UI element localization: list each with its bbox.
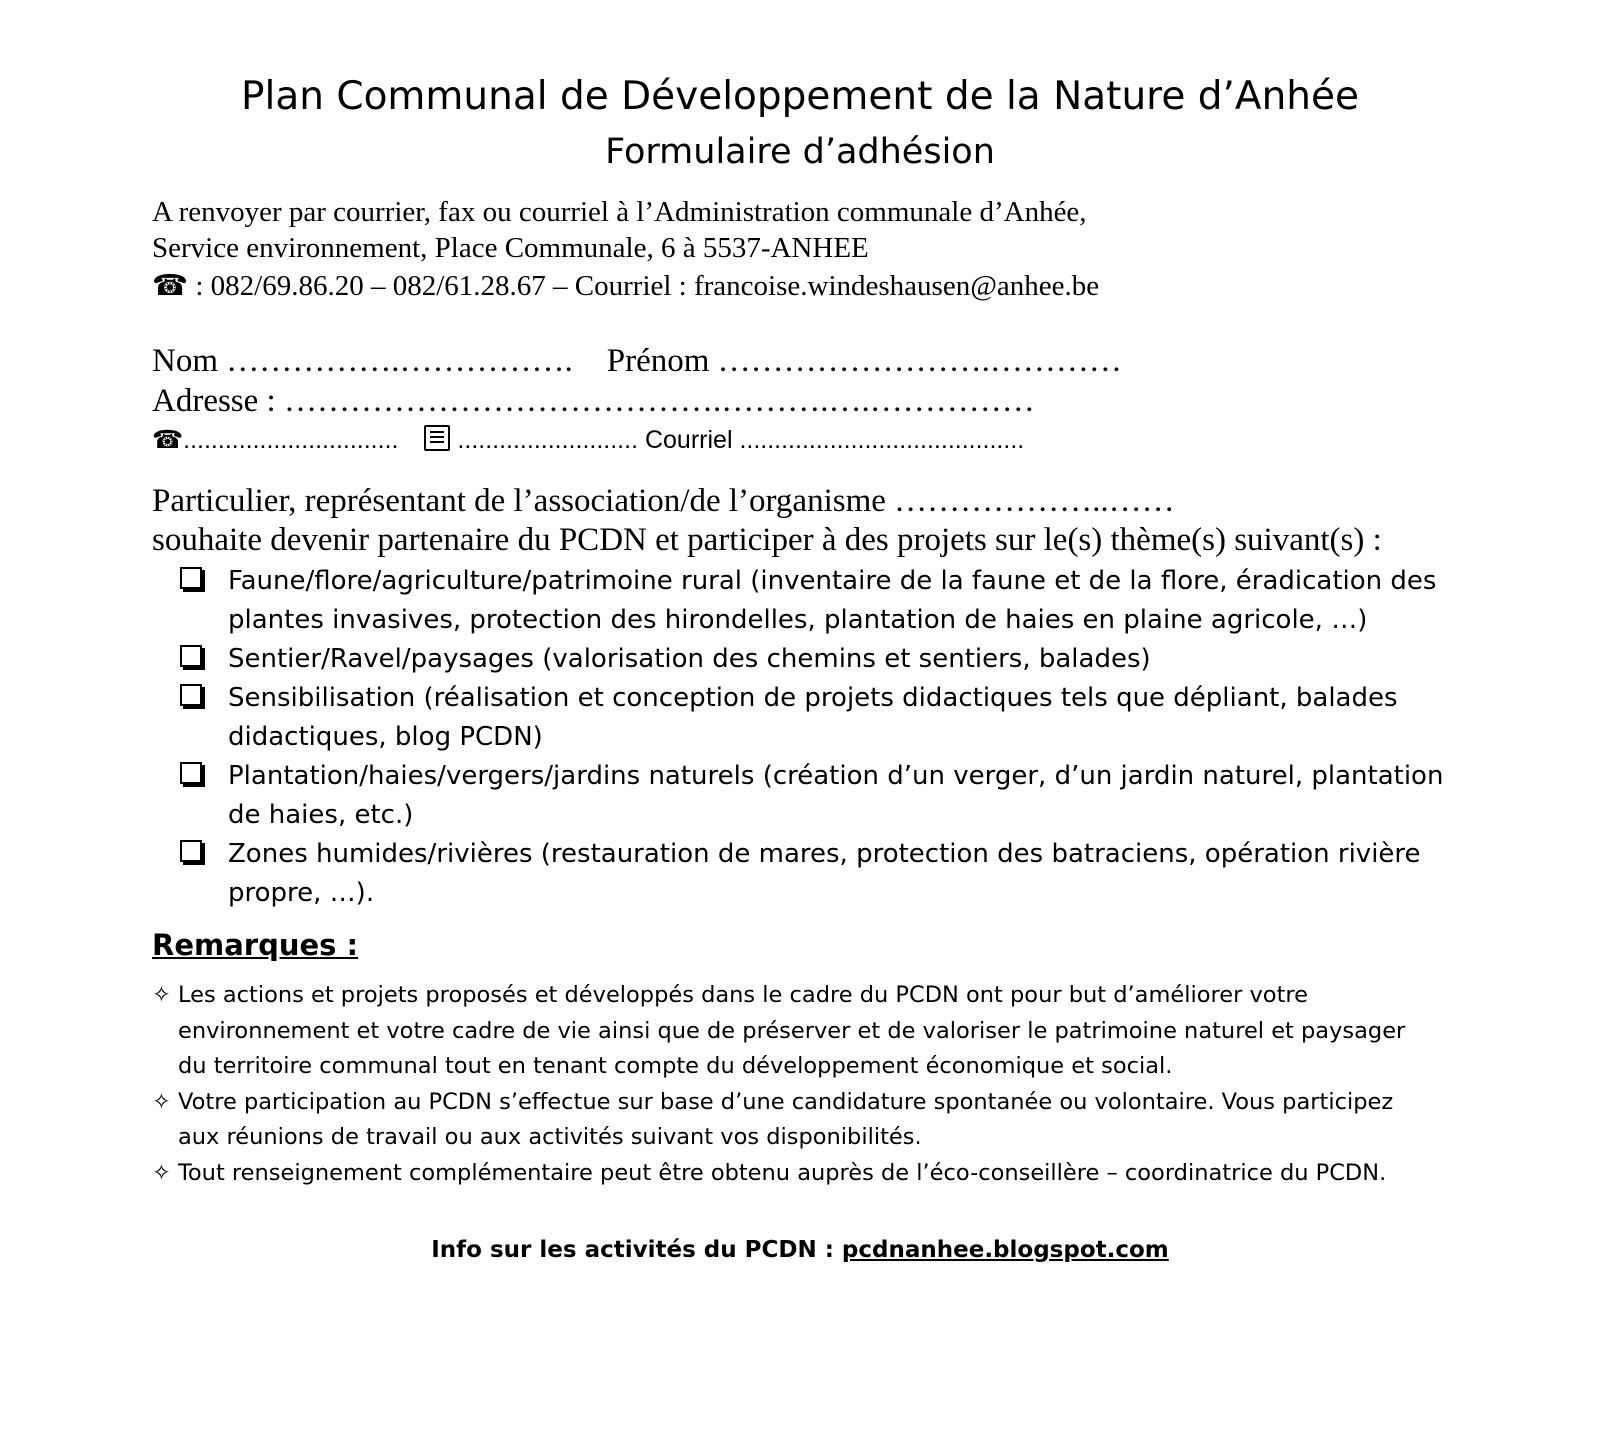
fax-icon (424, 425, 450, 451)
sparkle-icon: ✧ (152, 1159, 171, 1186)
checkbox[interactable] (180, 645, 202, 667)
instructions-line-2: Service environnement, Place Communale, 6 à 5537-ANHEE (152, 232, 869, 264)
remarks-heading: Remarques : (152, 928, 359, 962)
footer-info (0, 1237, 1600, 1263)
theme-label: Faune/flore/agriculture/patrimoine rural (inventaire de la faune et de la flore, éradication des plantes invasives, protection des hirondelles, plantation de haies en plaine agricole, …) (228, 566, 1437, 635)
contact-row (152, 425, 1024, 455)
page-title: Plan Communal de Développement de la Nature d’Anhée (240, 74, 1360, 119)
remark-item (152, 1156, 1412, 1192)
remarks-list (152, 978, 1412, 1191)
courriel-field[interactable]: Courriel ......................................... (644, 426, 1025, 454)
remark-item (152, 1085, 1412, 1156)
theme-item (180, 562, 1480, 640)
theme-item (180, 835, 1480, 913)
phone-field[interactable]: ☎............................... (152, 426, 399, 454)
remark-text: Votre participation au PCDN s’effectue sur base d’une candidature spontanée ou volontaire. Vous participez aux réunions de travail ou aux activités suivant vos disponibilités. (178, 1088, 1394, 1150)
theme-label: Sensibilisation (réalisation et conception de projets didactiques tels que dépliant, balades didactiques, blog PCDN) (228, 683, 1398, 752)
prenom-field[interactable]: Prénom …………………….………… (606, 343, 1122, 379)
nom-field[interactable]: Nom …………….……………. (152, 343, 573, 379)
adresse-field[interactable]: Adresse : ………………………………….……….….…………… (152, 383, 1035, 419)
footer-label: Info sur les activités du PCDN : (431, 1237, 842, 1263)
theme-label: Plantation/haies/vergers/jardins naturels (création d’un verger, d’un jardin naturel, plantation de haies, etc.) (228, 761, 1444, 830)
theme-item (180, 679, 1480, 757)
checkbox[interactable] (180, 684, 202, 706)
form-subtitle: Formulaire d’adhésion (605, 132, 995, 172)
sparkle-icon: ✧ (152, 1088, 171, 1115)
theme-label: Sentier/Ravel/paysages (valorisation des chemins et sentiers, balades) (228, 644, 1151, 674)
remark-text: Les actions et projets proposés et développés dans le cadre du PCDN ont pour but d’améliorer votre environnement et votre cadre de vie ainsi que de préserver et de valoriser le patrimoine naturel et paysager du territoire communal tout en tenant compte du développement économique et social. (178, 982, 1406, 1079)
themes-list (180, 562, 1480, 913)
checkbox[interactable] (180, 567, 202, 589)
checkbox[interactable] (180, 762, 202, 784)
fax-field[interactable]: .......................... (457, 426, 639, 454)
souhaite-line: souhaite devenir partenaire du PCDN et participer à des projets sur le(s) thème(s) suivant(s) : (152, 522, 1382, 558)
checkbox[interactable] (180, 840, 202, 862)
particulier-line[interactable]: Particulier, représentant de l’association/de l’organisme ………………..…… (152, 483, 1175, 519)
name-row (152, 343, 1122, 380)
theme-label: Zones humides/rivières (restauration de mares, protection des batraciens, opération rivière propre, …). (228, 839, 1421, 908)
remark-text: Tout renseignement complémentaire peut être obtenu auprès de l’éco-conseillère – coordinatrice du PCDN. (178, 1159, 1387, 1186)
remark-item (152, 978, 1412, 1085)
blog-link[interactable]: pcdnanhee.blogspot.com (841, 1237, 1169, 1263)
instructions-contact-line: ☎ : 082/69.86.20 – 082/61.28.67 – Courriel : francoise.windeshausen@anhee.be (152, 270, 1100, 302)
instructions-line-1: A renvoyer par courrier, fax ou courriel à l’Administration communale d’Anhée, (152, 196, 1087, 228)
theme-item (180, 757, 1480, 835)
sparkle-icon: ✧ (152, 982, 171, 1008)
theme-item (180, 640, 1480, 679)
